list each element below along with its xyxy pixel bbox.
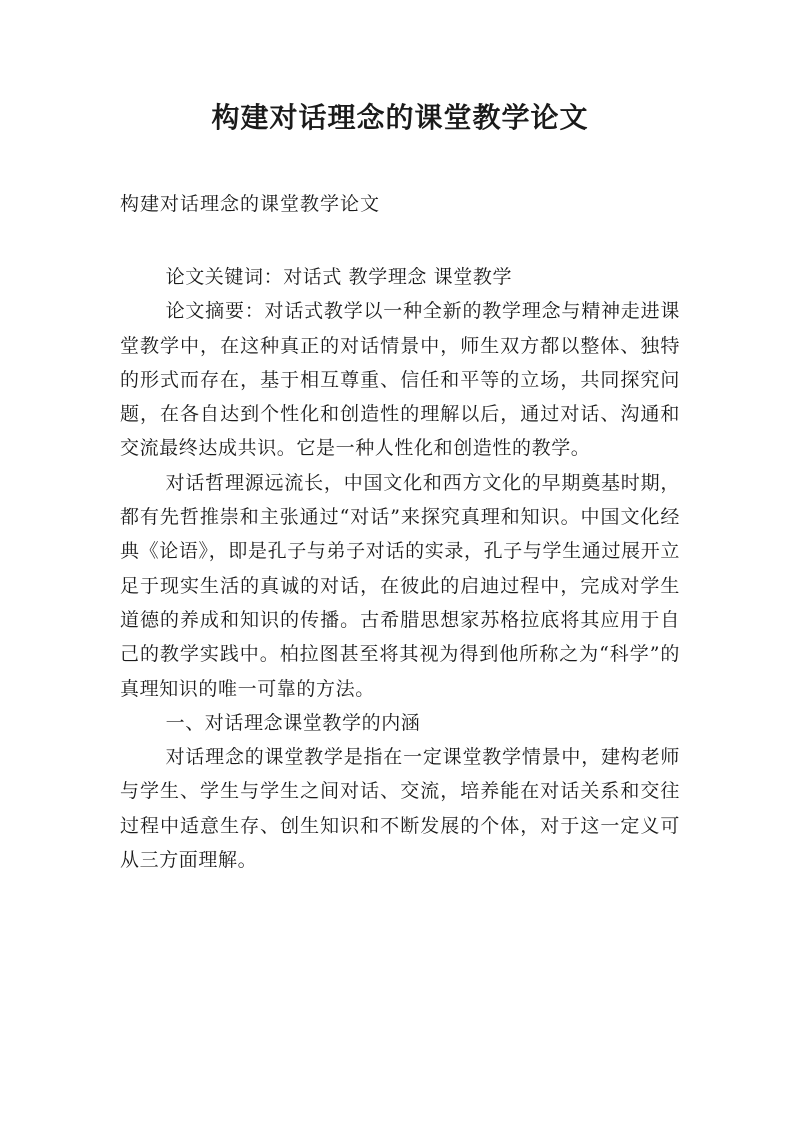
history-paragraph: 对话哲理源远流长，中国文化和西方文化的早期奠基时期，都有先哲推崇和主张通过“对话”来探究真理和知识。中国文化经典《论语》，即是孔子与弟子对话的实录，孔子与学生通过展开立足于现实生活的真诚的对话，在彼此的启迪过程中，完成对学生道德的养成和知识的传播。古希腊思想家苏格拉底将其应用于自己的教学实践中。柏拉图甚至将其视为得到他所称之为“科学”的真理知识的唯一可靠的方法。 [120, 471, 680, 700]
definition-paragraph: 对话理念的课堂教学是指在一定课堂教学情景中，建构老师与学生、学生与学生之间对话、交流，培养能在对话关系和交往过程中适意生存、创生知识和不断发展的个体，对于这一定义可从三方面理解。 [120, 746, 680, 872]
abstract-paragraph: 论文摘要：对话式教学以一种全新的教学理念与精神走进课堂教学中，在这种真正的对话情景中，师生双方都以整体、独特的形式而存在，基于相互尊重、信任和平等的立场，共同探究问题，在各自达到个性化和创造性的理解以后，通过对话、沟通和交流最终达成共识。它是一种人性化和创造性的教学。 [120, 300, 680, 460]
document-body [120, 260, 680, 877]
page-title: 构建对话理念的课堂教学论文 [211, 101, 589, 134]
document-subtitle: 构建对话理念的课堂教学论文 [120, 193, 381, 215]
keywords-paragraph: 论文关键词：对话式 教学理念 课堂教学 [165, 266, 513, 288]
section-heading: 一、对话理念课堂教学的内涵 [165, 711, 421, 734]
